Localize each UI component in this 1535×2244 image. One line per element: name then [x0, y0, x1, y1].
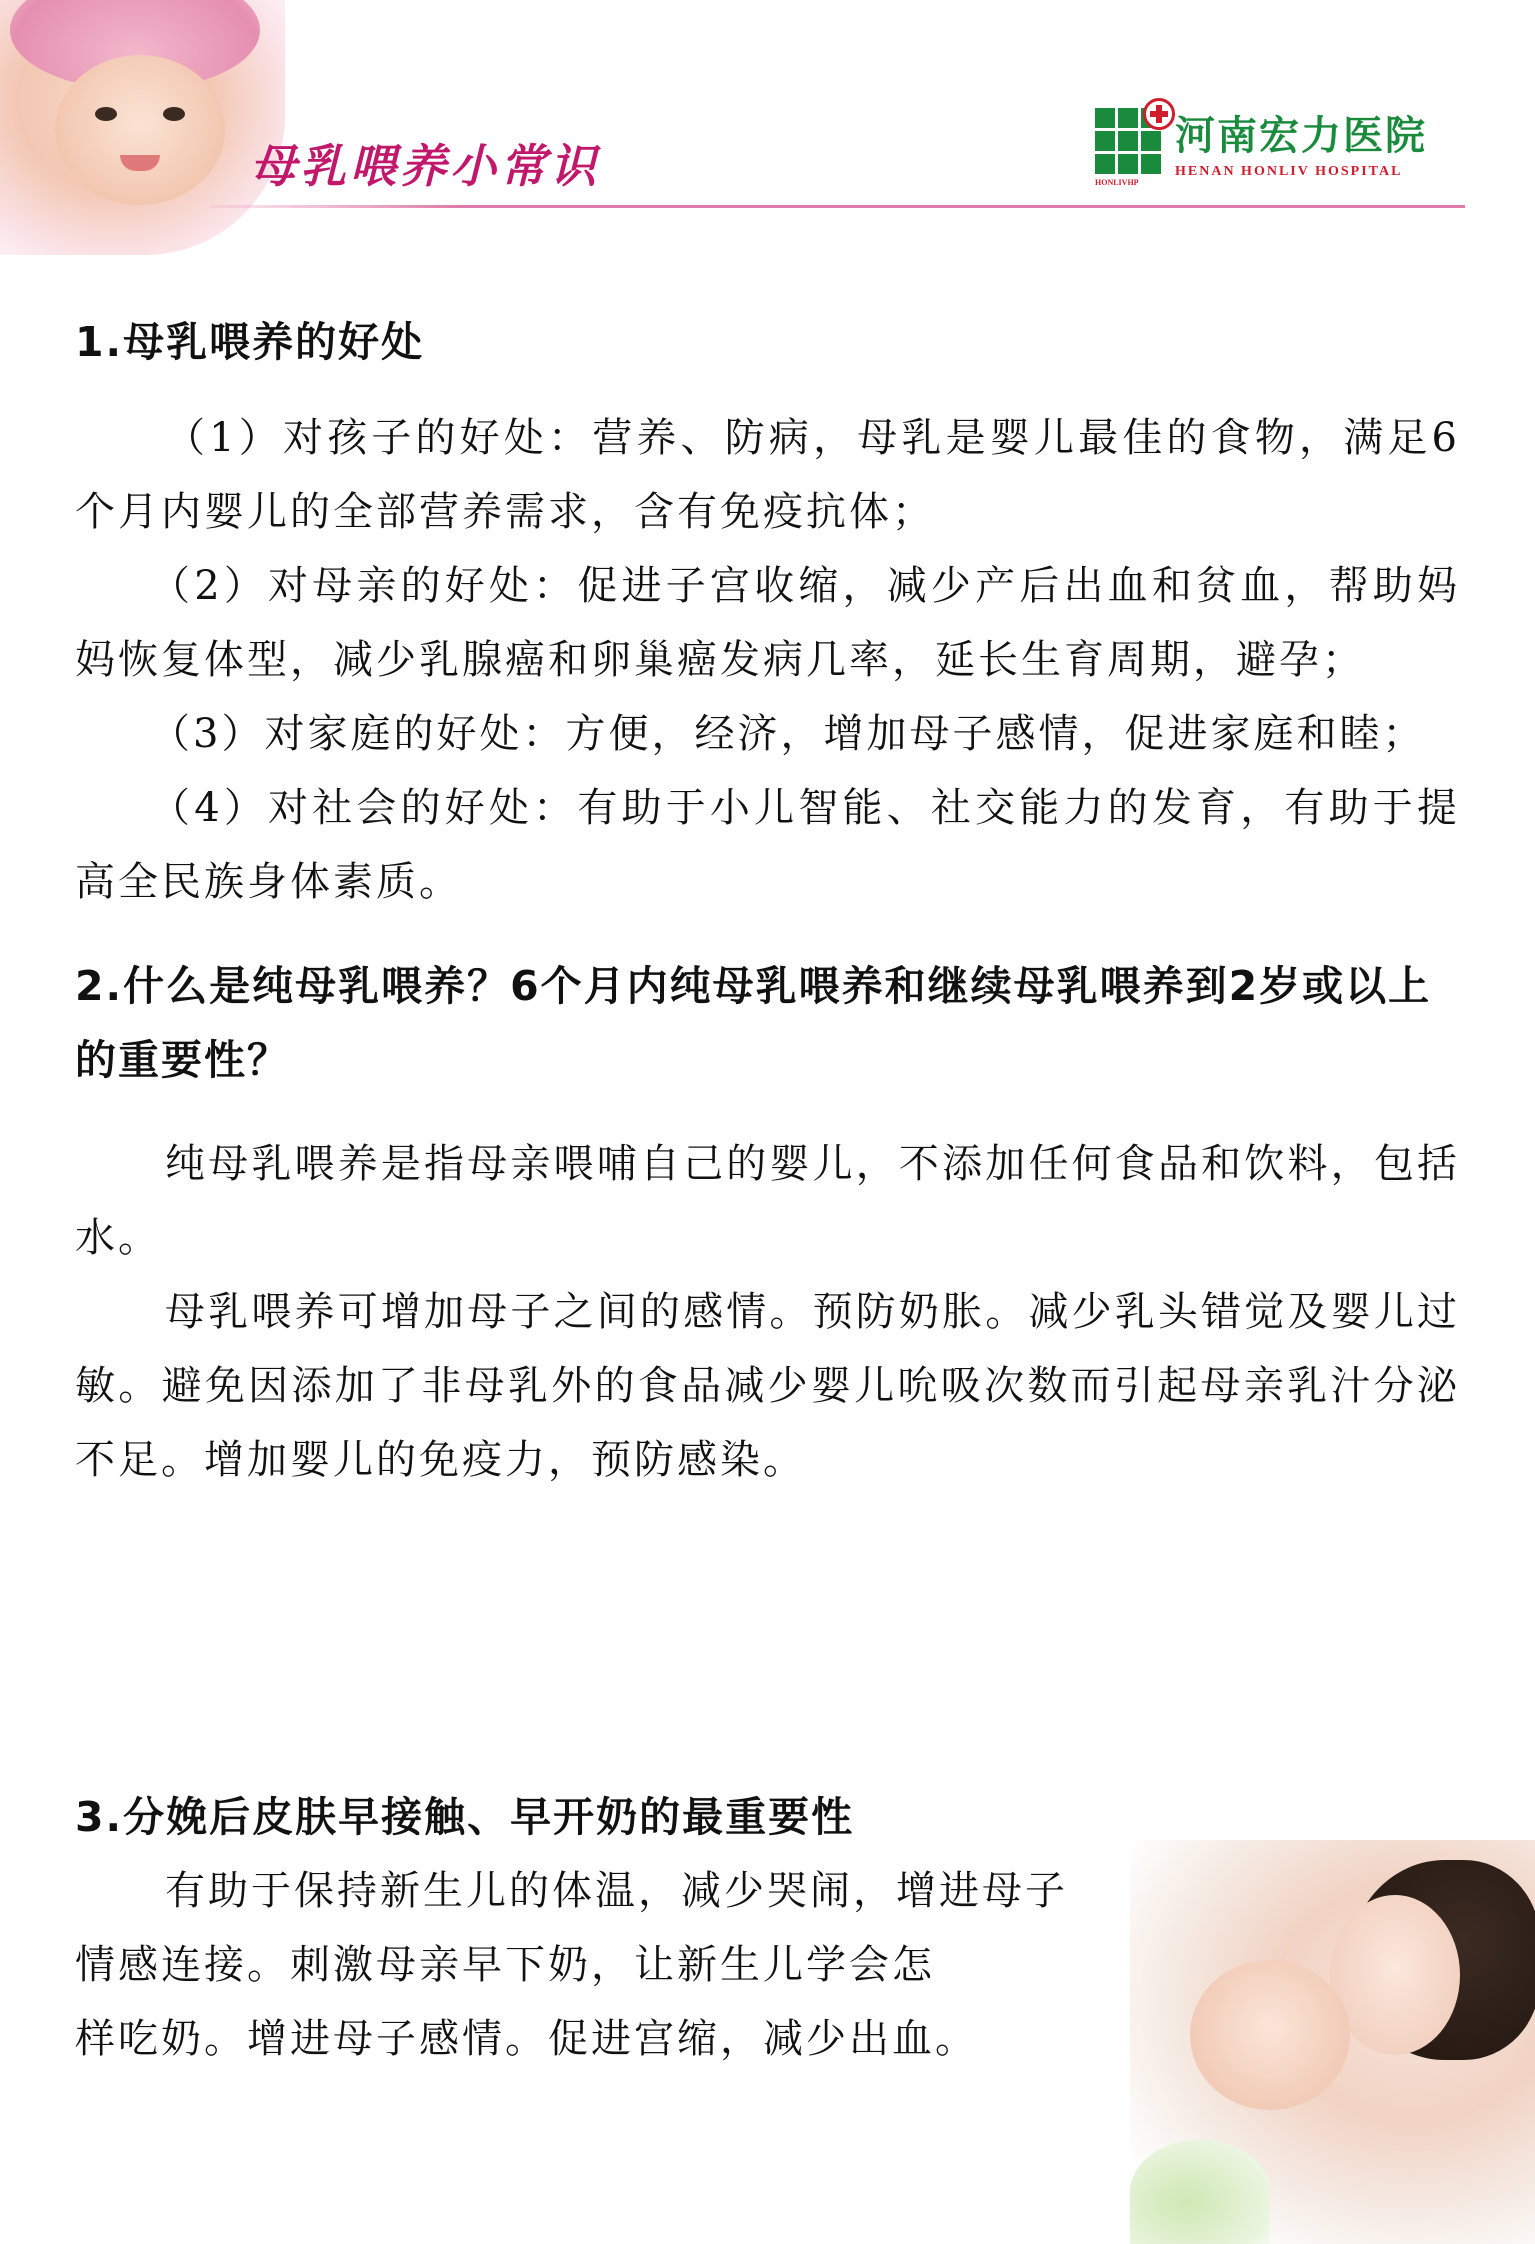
- paragraph: （3）对家庭的好处：方便，经济，增加母子感情，促进家庭和睦；: [150, 711, 1426, 757]
- paragraph-line: 情感连接。刺激母亲早下奶，让新生儿学会怎: [75, 1942, 935, 1988]
- header: [0, 0, 1535, 260]
- page-title: 母乳喂养小常识: [250, 139, 600, 193]
- header-divider: [210, 205, 1465, 208]
- paragraph-line: 有助于保持新生儿的体温，减少哭闹，增进母子: [165, 1868, 1068, 1914]
- section-heading: 1.母乳喂养的好处: [75, 318, 425, 366]
- logo-english-name: HENAN HONLIV HOSPITAL: [1175, 164, 1403, 179]
- main-content: [75, 305, 1460, 1497]
- leaf-decoration: [1130, 2140, 1270, 2244]
- red-cross-icon: [1143, 98, 1175, 130]
- hospital-logo: [1095, 108, 1465, 188]
- paragraph: 纯母乳喂养是指母亲喂哺自己的婴儿，不添加任何食品和饮料，包括水。: [75, 1141, 1460, 1261]
- paragraph: （4）对社会的好处：有助于小儿智能、社交能力的发育，有助于提高全民族身体素质。: [75, 785, 1460, 905]
- baby-eye: [163, 107, 185, 121]
- logo-small-text: HONLIVHP: [1095, 178, 1139, 187]
- mother-baby-photo: [1130, 1840, 1535, 2244]
- section-heading: 2.什么是纯母乳喂养？6个月内纯母乳喂养和继续母乳喂养到2岁或以上的重要性？: [75, 962, 1432, 1084]
- baby-face: [55, 55, 225, 205]
- logo-chinese-name: 河南宏力医院: [1175, 113, 1427, 159]
- paragraph-line: 样吃奶。增进母子感情。促进宫缩，减少出血。: [75, 2016, 978, 2062]
- paragraph: 母乳喂养可增加母子之间的感情。预防奶胀。减少乳头错觉及婴儿过敏。避免因添加了非母乳外的食品减少婴儿吮吸次数而引起母亲乳汁分泌不足。增加婴儿的免疫力，预防感染。: [75, 1289, 1460, 1483]
- baby-mouth: [120, 155, 160, 171]
- section-heading: 3.分娩后皮肤早接触、早开奶的最重要性: [75, 1793, 855, 1841]
- child-face: [1190, 1960, 1350, 2110]
- paragraph: （2）对母亲的好处：促进子宫收缩，减少产后出血和贫血，帮助妈妈恢复体型，减少乳腺癌和卵巢癌发病几率，延长生育周期，避孕；: [75, 563, 1460, 683]
- baby-photo: [0, 0, 285, 255]
- paragraph: （1）对孩子的好处：营养、防病，母乳是婴儿最佳的食物，满足6个月内婴儿的全部营养需求，含有免疫抗体；: [75, 415, 1460, 535]
- baby-eye: [95, 107, 117, 121]
